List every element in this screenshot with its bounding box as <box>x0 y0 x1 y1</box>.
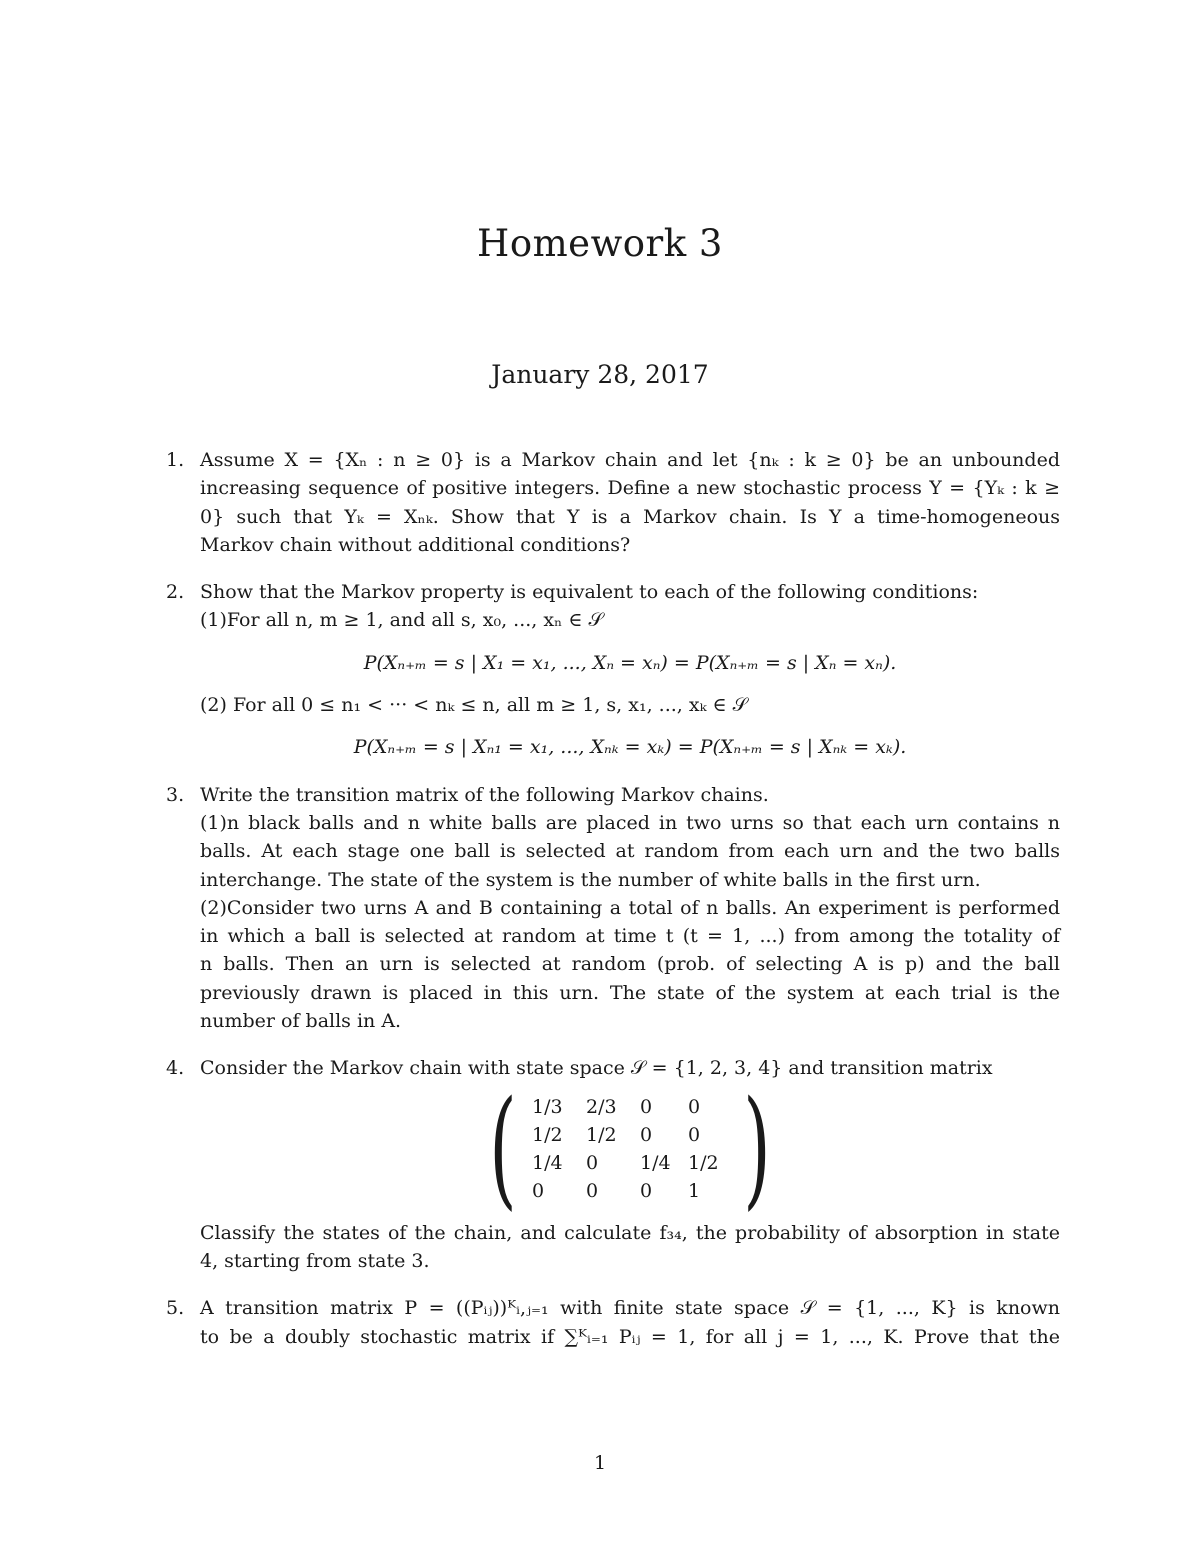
text-line: Markov chain without additional conditions? <box>200 533 631 556</box>
text-line: Show that the Markov property is equivalent to each of the following conditions: <box>200 581 979 604</box>
matrix-cell: 1/4 <box>640 1151 671 1174</box>
condition-1: (1)For all n, m ≥ 1, and all s, x₀, ..., xₙ ∈ 𝒮 <box>200 609 604 632</box>
problem-2 <box>166 578 1060 761</box>
text-line: to be a doubly stochastic matrix if ∑ᴷᵢ₌₁ Pᵢⱼ = 1, for all j = 1, ..., K. Prove that the <box>200 1325 1060 1348</box>
text-line: Consider the Markov chain with state space 𝒮 = {1, 2, 3, 4} and transition matrix <box>200 1057 993 1080</box>
text-line: Classify the states of the chain, and calculate f₃₄, the probability of absorption in state <box>200 1221 1060 1244</box>
problem-text <box>200 781 1060 1036</box>
condition-2: (2) For all 0 ≤ n₁ < ··· < nₖ ≤ n, all m ≥ 1, s, x₁, ..., xₖ ∈ 𝒮 <box>200 694 748 717</box>
text-line: in which a ball is selected at random at time t (t = 1, ...) from among the totality of <box>200 925 1060 948</box>
text-line: balls. At each stage one ball is selected at random from each urn and the two balls <box>200 840 1060 863</box>
matrix-cell: 1/4 <box>532 1151 563 1174</box>
problem-number: 2. <box>166 581 185 604</box>
text-line: A transition matrix P = ((Pᵢⱼ))ᴷᵢ,ⱼ₌₁ with finite state space 𝒮 = {1, ..., K} is known <box>200 1297 1060 1320</box>
text-line: 0} such that Yₖ = Xₙₖ. Show that Y is a Markov chain. Is Y a time-homogeneous <box>200 505 1060 528</box>
text-line: (2)Consider two urns A and B containing a total of n balls. An experiment is performed <box>200 896 1060 919</box>
equation-2: P(Xₙ₊ₘ = s | Xₙ₁ = x₁, ..., Xₙₖ = xₖ) = P(Xₙ₊ₘ = s | Xₙₖ = xₖ). <box>353 736 907 759</box>
document-title: Homework 3 <box>477 222 723 265</box>
problem-4 <box>166 1054 1060 1275</box>
matrix-cell: 1 <box>688 1179 701 1202</box>
problem-number: 1. <box>166 449 185 471</box>
text-line: n balls. Then an urn is selected at random (prob. of selecting A is p) and the ball <box>200 953 1060 976</box>
transition-matrix <box>200 1073 1060 1223</box>
matrix-cell: 0 <box>688 1095 701 1118</box>
right-paren: ) <box>743 1073 771 1223</box>
problem-text <box>200 1294 1060 1351</box>
page-number: 1 <box>593 1452 607 1474</box>
document-date: January 28, 2017 <box>491 360 709 389</box>
matrix-cell: 2/3 <box>586 1095 617 1118</box>
matrix-cell: 0 <box>688 1123 701 1146</box>
text-line: previously drawn is placed in this urn. The state of the system at each trial is the <box>200 981 1060 1004</box>
text-line: number of balls in A. <box>200 1010 402 1033</box>
problem-text <box>200 1054 1060 1275</box>
problem-text <box>200 578 1060 761</box>
matrix-cell: 1/2 <box>586 1123 617 1146</box>
problem-number: 4. <box>166 1057 185 1080</box>
problem-1 <box>166 446 1060 559</box>
matrix-cell: 0 <box>640 1123 653 1146</box>
matrix-cell: 0 <box>640 1095 653 1118</box>
text-line: (1)n black balls and n white balls are placed in two urns so that each urn contains n <box>200 811 1060 834</box>
matrix-cell: 0 <box>586 1179 599 1202</box>
equation-1: P(Xₙ₊ₘ = s | X₁ = x₁, ..., Xₙ = xₙ) = P(Xₙ₊ₘ = s | Xₙ = xₙ). <box>363 651 897 674</box>
matrix-cell: 0 <box>532 1179 545 1202</box>
matrix-cell: 0 <box>586 1151 599 1174</box>
text-line: increasing sequence of positive integers. Define a new stochastic process Y = {Yₖ : k ≥ <box>200 477 1060 500</box>
matrix-cell: 1/2 <box>532 1123 563 1146</box>
matrix-cell: 0 <box>640 1179 653 1202</box>
problem-3 <box>166 781 1060 1036</box>
problem-number: 5. <box>166 1297 185 1320</box>
text-line: Assume X = {Xₙ : n ≥ 0} is a Markov chain and let {nₖ : k ≥ 0} be an unbounded <box>200 449 1060 471</box>
problem-text <box>200 446 1060 559</box>
text-line: interchange. The state of the system is the number of white balls in the first urn. <box>200 868 981 891</box>
text-line: 4, starting from state 3. <box>200 1249 430 1272</box>
problem-5 <box>166 1294 1060 1351</box>
matrix-cell: 1/3 <box>532 1095 563 1118</box>
problem-list <box>166 446 1060 1370</box>
matrix-cell: 1/2 <box>688 1151 719 1174</box>
text-line: Write the transition matrix of the following Markov chains. <box>200 783 769 806</box>
problem-number: 3. <box>166 783 185 806</box>
matrix-grid <box>528 1093 732 1205</box>
left-paren: ( <box>489 1073 517 1223</box>
